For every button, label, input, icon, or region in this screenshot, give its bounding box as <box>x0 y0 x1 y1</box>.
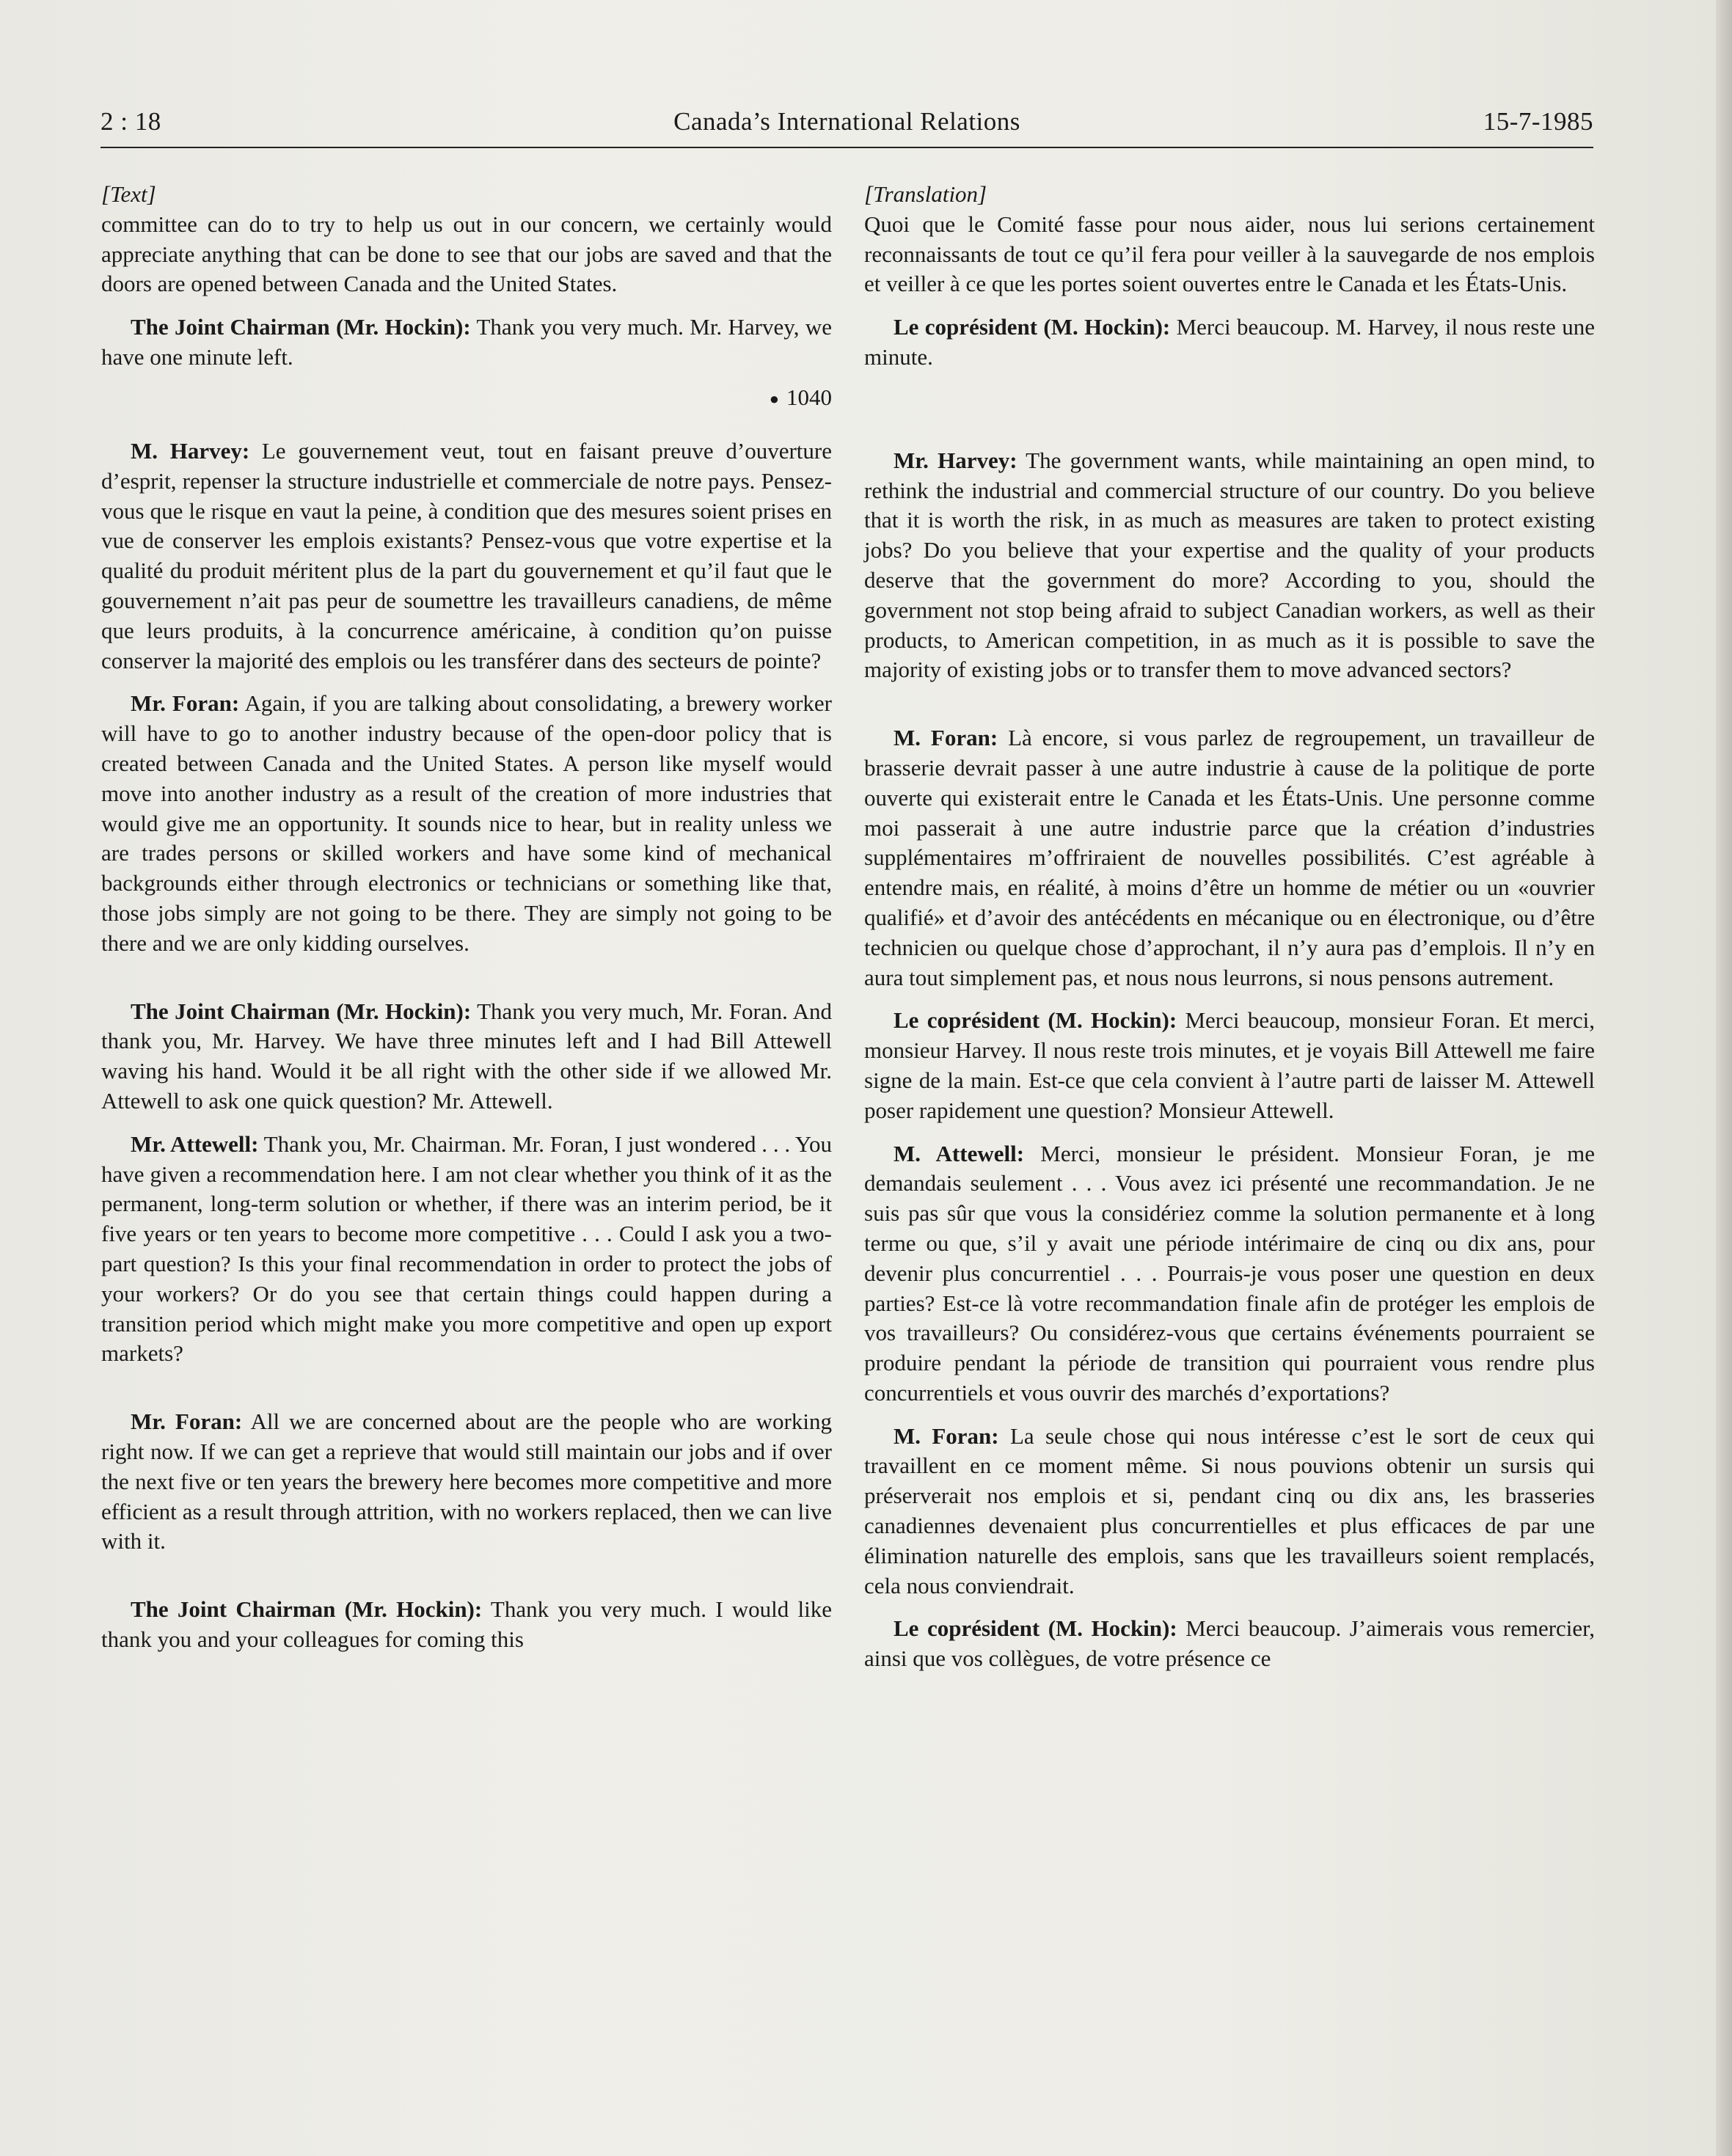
left-paragraph-8 <box>101 1595 832 1655</box>
speech-text: Merci beaucoup, monsieur Foran. Et merci, monsieur Harvey. Il nous reste trois minutes, et je voyais Bill Attewell me faire signe de la main. Est-ce que cela convient à l’autre parti de laisser M. Attewell poser rapidement une question? Monsieur Attewell. <box>864 1007 1595 1123</box>
time-marker-value: 1040 <box>786 384 832 410</box>
speech-text: Again, if you are talking about consolidating, a brewery worker will have to go to another industry because of the open-door policy that is created between Canada and the United States. A person like myself would move into another industry as a result of the creation of more industries that would give me an opportunity. It sounds nice to hear, but in reality unless we are trades persons or skilled workers and have some kind of mechanical backgrounds either through electronics or technicians or something like that, those jobs simply are not going to be there. They are simply not going to be there and we are only kidding ourselves. <box>101 690 832 956</box>
speech-text: All we are concerned about are the people who are working right now. If we can get a reprieve that would still maintain our jobs and if over the next five or ten years the brewery here becomes more competitive and more efficient as a result through attrition, with no workers replaced, then we can live with it. <box>101 1408 832 1554</box>
left-paragraph-4 <box>101 689 832 958</box>
left-paragraph-5 <box>101 997 832 1117</box>
speech-text: Thank you, Mr. Chairman. Mr. Foran, I just wondered . . . You have given a recommendation here. I am not clear whether you think of it as the permanent, long-term solution or whether, if there was an interim period, be it five years or ten years to become more competitive . . . Could I ask you a two-part question? Is this your final recommendation in order to protect the jobs of your workers? Or do you see that certain things could happen during a transition period which might make you more competitive and open up export markets? <box>101 1130 832 1367</box>
speech-text: Thank you very much. I would like thank you and your colleagues for coming this <box>101 1596 832 1652</box>
speaker-name: The Joint Chairman (Mr. Hockin): <box>131 1596 483 1623</box>
speech-text: Merci, monsieur le président. Monsieur Foran, je me demandais seulement . . . Vous avez ici présenté une recommandation. Je ne suis pas sûr que vous la considériez comme la solution permanente et à long terme ou que, s’il y avait une période intérimaire de cinq ou dix ans, pour devenir plus concurrentiel . . . Pourrais-je vous poser une question en deux parties? Est-ce là votre recommandation finale afin de protéger les emplois de vos travailleurs? Ou considérez-vous que certains événements pourraient se produire pendant la période de transition qui pourraient vous rendre plus concurrentiels et vous ouvrir des marchés d’exportations? <box>864 1140 1595 1406</box>
left-paragraph-1: committee can do to try to help us out in our concern, we certainly would appreciate anything that can be done to see that our jobs are saved and that the doors are opened between Canada and the United States. <box>101 211 832 297</box>
speech-text: La seule chose qui nous intéresse c’est le sort de ceux qui travaillent en ce moment même. Si nous pouvions obtenir un sursis qui préserverait nos emplois et si, pendant cinq ou dix ans, les brasseries canadiennes devenaient plus concurrentielles et plus efficaces de par une élimination naturelle des emplois, sans que les travailleurs soient remplacés, cela nous conviendrait. <box>864 1422 1595 1598</box>
speaker-name: Mr. Foran: <box>131 690 240 717</box>
speaker-name: M. Foran: <box>894 725 998 751</box>
page-header <box>101 107 1593 144</box>
speaker-name: Le coprésident (M. Hockin): <box>894 314 1171 340</box>
left-paragraph-7 <box>101 1407 832 1557</box>
header-date: 15-7-1985 <box>1483 107 1593 136</box>
speaker-name: Mr. Attewell: <box>131 1130 259 1157</box>
left-column <box>101 180 832 1655</box>
page-edge-shadow <box>1716 0 1732 2156</box>
page-number: 2 : 18 <box>101 107 161 136</box>
section-label-text: [Text] <box>101 181 156 207</box>
left-paragraph-2 <box>101 313 832 373</box>
right-paragraph-8 <box>864 1614 1595 1674</box>
section-label-translation: [Translation] <box>864 181 987 207</box>
speaker-name: Mr. Harvey: <box>894 447 1017 473</box>
speaker-name: M. Foran: <box>894 1422 999 1449</box>
right-paragraph-4 <box>864 723 1595 993</box>
right-column <box>864 180 1595 1674</box>
bullet-icon: ● <box>769 390 779 409</box>
right-paragraph-5 <box>864 1006 1595 1125</box>
right-paragraph-3 <box>864 446 1595 685</box>
speaker-name: Mr. Foran: <box>131 1408 243 1435</box>
speaker-name: Le coprésident (M. Hockin): <box>894 1615 1177 1642</box>
header-rule <box>101 147 1593 148</box>
speaker-name: The Joint Chairman (Mr. Hockin): <box>131 314 471 340</box>
right-paragraph-1: Quoi que le Comité fasse pour nous aider, nous lui serions certainement reconnaissants de tout ce qu’il fera pour veiller à la sauvegarde de nos emplois et veiller à ce que les portes soient ouvertes entre le Canada et les États-Unis. <box>864 211 1595 297</box>
speaker-name: M. Attewell: <box>894 1140 1025 1166</box>
speech-text: Thank you very much, Mr. Foran. And thank you, Mr. Harvey. We have three minutes left and I had Bill Attewell waving his hand. Would it be all right with the other side if we allowed Mr. Attewell to ask one quick question? Mr. Attewell. <box>101 998 832 1114</box>
speech-text: Thank you very much. Mr. Harvey, we have one minute left. <box>101 314 832 370</box>
speaker-name: Le coprésident (M. Hockin): <box>894 1007 1177 1034</box>
speaker-name: M. Harvey: <box>131 438 250 464</box>
speech-text: Merci beaucoup. M. Harvey, il nous reste une minute. <box>864 314 1595 370</box>
running-title: Canada’s International Relations <box>673 107 1020 136</box>
left-paragraph-3 <box>101 436 832 676</box>
speech-text: Merci beaucoup. J’aimerais vous remercier, ainsi que vos collègues, de votre présence ce <box>864 1615 1595 1672</box>
right-paragraph-2 <box>864 313 1595 373</box>
right-paragraph-7 <box>864 1422 1595 1601</box>
time-marker <box>101 383 832 414</box>
speech-text: Là encore, si vous parlez de regroupement, un travailleur de brasserie devrait passer à une autre industrie à cause de la politique de porte ouverte qui existerait entre le Canada et les États-Unis. Une personne comme moi passerait à une autre industrie parce que la création d’industries supplémentaires m’offriraient de nouvelles possibilités. C’est agréable à entendre mais, en réalité, à moins d’être un homme de métier ou un «ouvrier qualifié» et d’avoir des antécédents en mécanique ou en électronique, ou d’être technicien ou quelque chose d’approchant, il n’y aura pas d’emplois. Il n’y en aura tout simplement pas, et nous nous leurrons, si nous pensons autrement. <box>864 725 1595 990</box>
speech-text: Le gouvernement veut, tout en faisant preuve d’ouverture d’esprit, repenser la structure industrielle et commerciale de notre pays. Pensez-vous que le risque en vaut la peine, à condition que des mesures soient prises en vue de conserver les emplois existants? Pensez-vous que votre expertise et la qualité du produit méritent plus de la part du gouvernement et qu’il faut que le gouvernement n’ait pas peur de soumettre les travailleurs canadiens, de même que leurs produits, à la concurrence américaine, à condition qu’on puisse conserver la majorité des emplois ou les transférer dans des secteurs de pointe? <box>101 438 832 673</box>
right-paragraph-6 <box>864 1139 1595 1408</box>
speech-text: The government wants, while maintaining an open mind, to rethink the industrial and commercial structure of our country. Do you believe that it is worth the risk, in as much as measures are taken to protect existing jobs? Do you believe that your expertise and the quality of your products deserve that the government do more? According to you, should the government not stop being afraid to subject Canadian workers, as well as their products, to American competition, in as much as it is possible to save the majority of existing jobs or to transfer them to move advanced sectors? <box>864 447 1595 683</box>
left-paragraph-6 <box>101 1130 832 1369</box>
speaker-name: The Joint Chairman (Mr. Hockin): <box>131 998 472 1024</box>
